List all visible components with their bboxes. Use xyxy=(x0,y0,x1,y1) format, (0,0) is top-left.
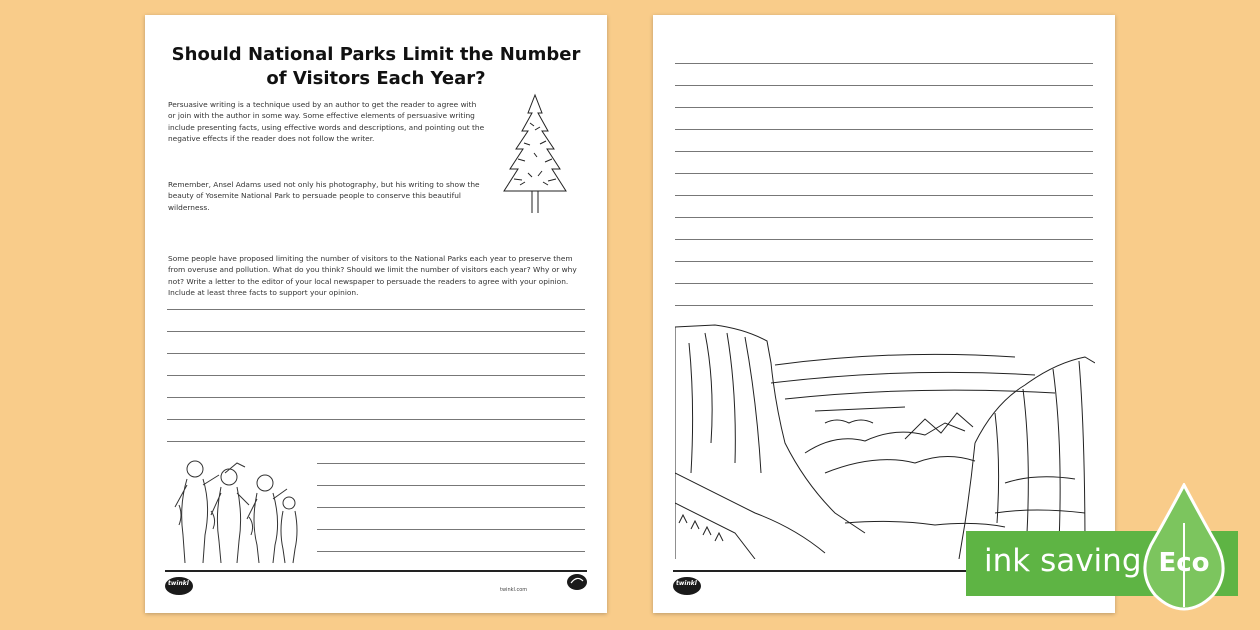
footer-divider xyxy=(165,570,587,572)
prompt-paragraph: Some people have proposed limiting the number of visitors to the National Parks each year to preserve them from overuse and pollution. What do you think? Should we limit the number of visitors each year? Why or why not? Write a letter to the editor of your local newspaper to persuade the readers to agree with your opinion. Include at least three facts to support your opinion. xyxy=(168,254,577,297)
writing-line xyxy=(167,441,585,442)
writing-line xyxy=(675,63,1093,64)
writing-line xyxy=(167,331,585,332)
writing-line xyxy=(675,261,1093,262)
writing-line xyxy=(675,195,1093,196)
worksheet-page-left xyxy=(145,15,607,613)
writing-line xyxy=(317,485,585,486)
writing-line xyxy=(675,129,1093,130)
writing-line xyxy=(167,419,585,420)
writing-line xyxy=(317,463,585,464)
ansel-adams-paragraph: Remember, Ansel Adams used not only his photography, but his writing to show the beauty of Yosemite National Park to persuade people to conserve this beautiful wilderness. xyxy=(168,180,480,212)
writing-line xyxy=(167,397,585,398)
writing-line xyxy=(167,353,585,354)
twinkl-logo: twinkl xyxy=(165,577,193,595)
writing-line xyxy=(675,107,1093,108)
writing-line xyxy=(317,551,585,552)
hikers-illustration xyxy=(165,445,305,565)
yosemite-valley-illustration xyxy=(675,323,1095,559)
writing-line xyxy=(675,173,1093,174)
writing-line xyxy=(675,217,1093,218)
writing-line xyxy=(675,283,1093,284)
eco-label: Eco xyxy=(1158,548,1210,578)
worksheet-page-right xyxy=(653,15,1115,613)
eco-leaf-icon xyxy=(565,571,589,593)
writing-line xyxy=(675,239,1093,240)
eco-leaf-drop-icon xyxy=(1141,483,1227,611)
footer-url: twinkl.com xyxy=(500,587,528,593)
writing-line xyxy=(167,309,585,310)
worksheet-title: Should National Parks Limit the Number of Visitors Each Year? xyxy=(171,44,581,89)
writing-line xyxy=(675,85,1093,86)
writing-line xyxy=(675,151,1093,152)
ink-saving-label: ink saving xyxy=(984,543,1142,579)
twinkl-logo: twinkl xyxy=(673,577,701,595)
pine-tree-illustration xyxy=(490,93,580,215)
writing-line xyxy=(317,507,585,508)
intro-paragraph: Persuasive writing is a technique used by an author to get the reader to agree with or join with the author in some way. Some effective elements of persuasive writing include presenting facts, using effective words and descriptions, and pointing out the negative effects if the reader does not follow the writer. xyxy=(168,100,485,143)
writing-line xyxy=(317,529,585,530)
writing-line xyxy=(167,375,585,376)
writing-line xyxy=(675,305,1093,306)
